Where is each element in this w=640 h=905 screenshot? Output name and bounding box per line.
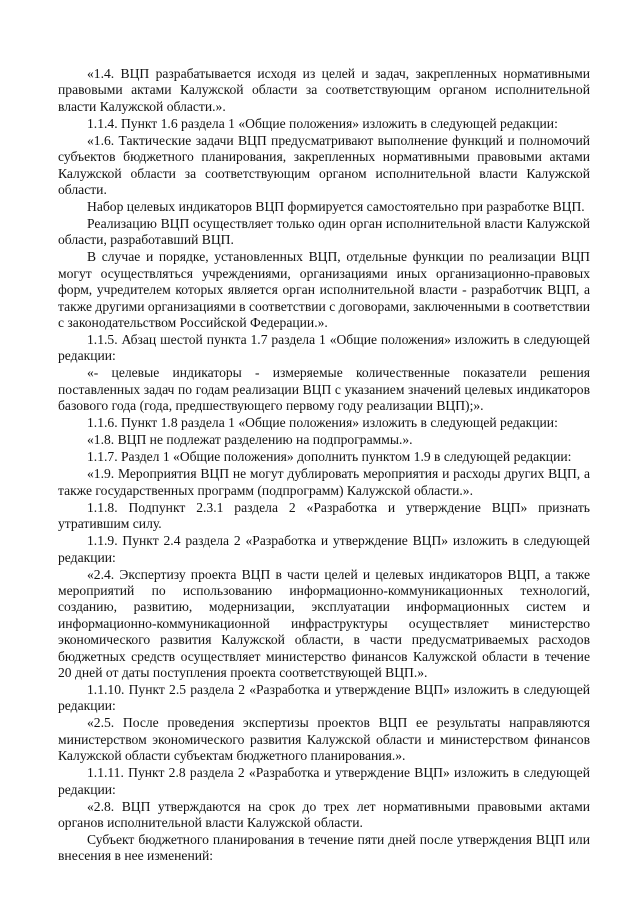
paragraph-1-9-quote: «1.9. Мероприятия ВЦП не могут дублировать мероприятия и расходы других ВЦП, а также государственных программ (подпрограмм) Калужской области.». bbox=[58, 466, 590, 498]
paragraph-implementation: Реализацию ВЦП осуществляет только один орган исполнительной власти Калужской области, разработавший ВЦП. bbox=[58, 216, 590, 248]
paragraph-target-indicators-quote: «- целевые индикаторы - измеряемые количественные показатели решения поставленных задач по годам реализации ВЦП с указанием значений целевых индикаторов базового года (года, предшествующего первому году реализации ВЦП);». bbox=[58, 365, 590, 414]
paragraph-1-1-9: 1.1.9. Пункт 2.4 раздела 2 «Разработка и утверждение ВЦП» изложить в следующей редакции: bbox=[58, 533, 590, 565]
paragraph-1-4-quote: «1.4. ВЦП разрабатывается исходя из целей и задач, закрепленных нормативными правовыми актами Калужской области за соответствующим органом исполнительной власти Калужской области.». bbox=[58, 66, 590, 114]
paragraph-1-1-11: 1.1.11. Пункт 2.8 раздела 2 «Разработка и утверждение ВЦП» изложить в следующей редакции: bbox=[58, 765, 590, 797]
paragraph-2-5-quote: «2.5. После проведения экспертизы проектов ВЦП ее результаты направляются министерством экономического развития Калужской области и министерством финансов Калужской области субъектам бюджетного планирования.». bbox=[58, 715, 590, 764]
paragraph-1-1-10: 1.1.10. Пункт 2.5 раздела 2 «Разработка и утверждение ВЦП» изложить в следующей редакции: bbox=[58, 681, 590, 714]
paragraph-functions: В случае и порядке, установленных ВЦП, отдельные функции по реализации ВЦП могут осуществляться учреждениями, организациями иных организационно-правовых форм, учредителем которых является орган исполнительной власти - разработчик ВЦП, а также другими организациями в соответствии с договорами, заключенными в соответствии с законодательством Российской Федерации.». bbox=[58, 249, 590, 331]
paragraph-subject: Субъект бюджетного планирования в течение пяти дней после утверждения ВЦП или внесения в нее изменений: bbox=[58, 831, 590, 864]
paragraph-1-1-8: 1.1.8. Подпункт 2.3.1 раздела 2 «Разработка и утверждение ВЦП» признать утратившим силу. bbox=[58, 499, 590, 532]
paragraph-2-8-quote: «2.8. ВЦП утверждаются на срок до трех лет нормативными правовыми актами органов исполнительной власти Калужской области. bbox=[58, 798, 590, 830]
paragraph-indicators: Набор целевых индикаторов ВЦП формируется самостоятельно при разработке ВЦП. bbox=[87, 199, 585, 215]
paragraph-2-4-quote: «2.4. Экспертизу проекта ВЦП в части целей и целевых индикаторов ВЦП, а также мероприятий по использованию информационно-коммуникационных технологий, созданию, развитию, модернизации, эксплуатации информационных систем и информационно-коммуникационной инфраструктуры осуществляет министерство экономического развития Калужской области, в части предусматриваемых расходов бюджетных средств осуществляет министерство финансов Калужской области в течение 20 дней от даты поступления проекта соответствующей ВЦП.». bbox=[58, 566, 590, 680]
document-page bbox=[58, 66, 590, 865]
paragraph-1-6-quote: «1.6. Тактические задачи ВЦП предусматривают выполнение функций и полномочий субъектов бюджетного планирования, закрепленных нормативными правовыми актами Калужской области за соответствующим органом исполнительной власти Калужской области. bbox=[58, 132, 590, 198]
paragraph-1-1-6: 1.1.6. Пункт 1.8 раздела 1 «Общие положения» изложить в следующей редакции: bbox=[87, 415, 558, 431]
paragraph-1-1-7: 1.1.7. Раздел 1 «Общие положения» дополнить пунктом 1.9 в следующей редакции: bbox=[87, 449, 572, 465]
paragraph-1-1-4: 1.1.4. Пункт 1.6 раздела 1 «Общие положения» изложить в следующей редакции: bbox=[87, 115, 558, 131]
paragraph-1-1-5: 1.1.5. Абзац шестой пункта 1.7 раздела 1 «Общие положения» изложить в следующей редакции: bbox=[58, 332, 590, 364]
paragraph-1-8-quote: «1.8. ВЦП не подлежат разделению на подпрограммы.». bbox=[87, 432, 413, 448]
